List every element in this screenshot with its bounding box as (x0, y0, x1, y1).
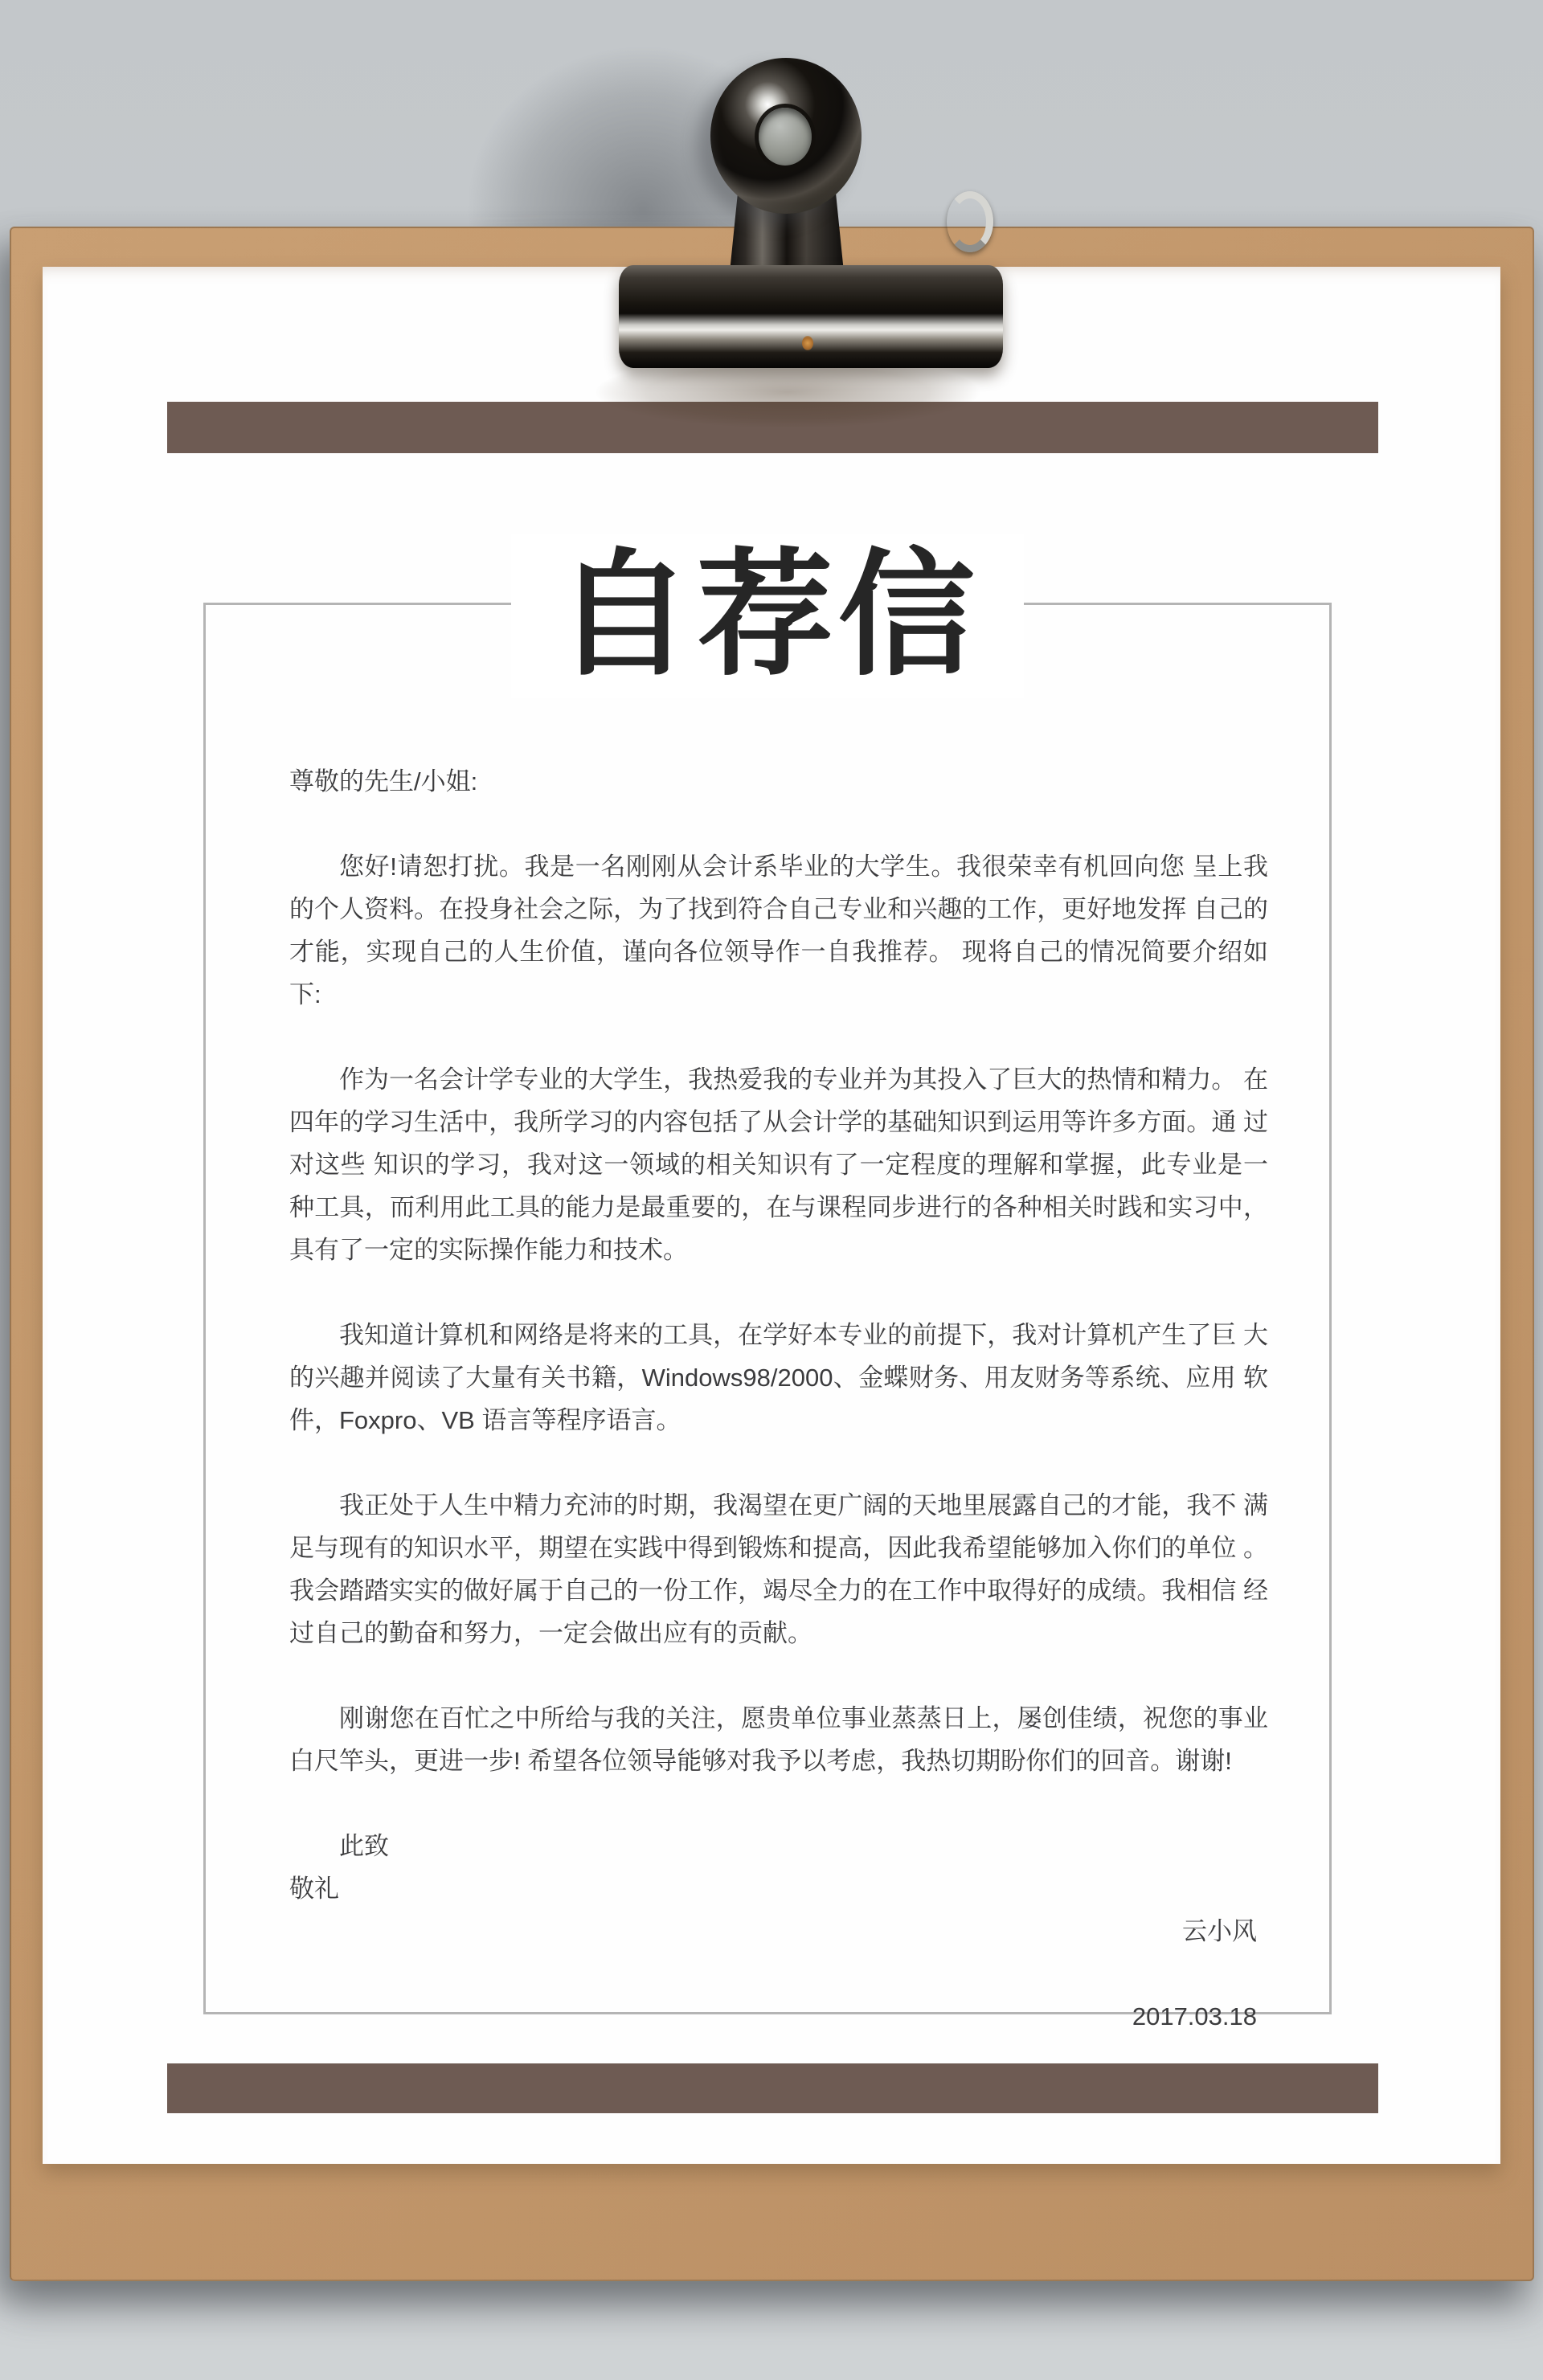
binder-clip-base (619, 265, 1003, 368)
binder-clip-spring (947, 191, 993, 252)
closing-jingli: 敬礼 (289, 1875, 339, 1903)
paragraph: 我正处于人生中精力充沛的时期，我渴望在更广阔的天地里展露自己的才能，我不 满足与现有的知识水平，期望在实践中得到锻炼和提高，因此我希望能够加入你们的单位 。我会踏踏实实的做好属于自己的一份工作，竭尽全力的在工作中取得好的成绩。我相信 经过自己的勤奋和努力，一定会做出应有的贡献。 (289, 1491, 1268, 1647)
paragraph: 作为一名会计学专业的大学生，我热爱我的专业并为其投入了巨大的热情和精力。 在四年的学习生活中，我所学习的内容包括了从会计学的基础知识到运用等许多方面。通 过对这些 知识的学习，我对这一领域的相关知识有了一定程度的理解和掌握，此专业是一 种工具，而利用此工具的能力是最重要的，在与课程同步进行的各种相关时践和实习中， 具有了一定的实际操作能力和技术。 (289, 1065, 1268, 1264)
letter-body (289, 760, 1268, 2080)
letter-title-text: 自荐信 (511, 534, 1024, 698)
paragraph: 我知道计算机和网络是将来的工具，在学好本专业的前提下，我对计算机产生了巨 大的兴趣并阅读了大量有关书籍，Windows98/2000、金蝶财务、用友财务等系统、应用 软件，Foxpro、VB 语言等程序语言。 (289, 1321, 1268, 1434)
binder-clip-hole (759, 108, 812, 166)
signature-date: 2017.03.18 (1132, 2002, 1257, 2030)
closing-cizhi: 此致 (339, 1832, 389, 1860)
paragraph: 刚谢您在百忙之中所给与我的关注，愿贵单位事业蒸蒸日上，屡创佳绩，祝您的事业 白尺竿头，更进一步! 希望各位领导能够对我予以考虑，我热切期盼你们的回音。谢谢! (289, 1704, 1268, 1775)
letter-title (203, 534, 1332, 698)
signature-name: 云小风 (1182, 1917, 1257, 1945)
salutation: 尊敬的先生/小姐: (289, 767, 478, 795)
paragraph: 您好!请恕打扰。我是一名刚刚从会计系毕业的大学生。我很荣幸有机回向您 呈上我的个人资料。在投身社会之际，为了找到符合自己专业和兴趣的工作，更好地发挥 自己的才能，实现自己的人生价值，谨向各位领导作一自我推荐。 现将自己的情况简要介绍如下: (289, 853, 1268, 1008)
binder-clip-glint (802, 336, 813, 350)
